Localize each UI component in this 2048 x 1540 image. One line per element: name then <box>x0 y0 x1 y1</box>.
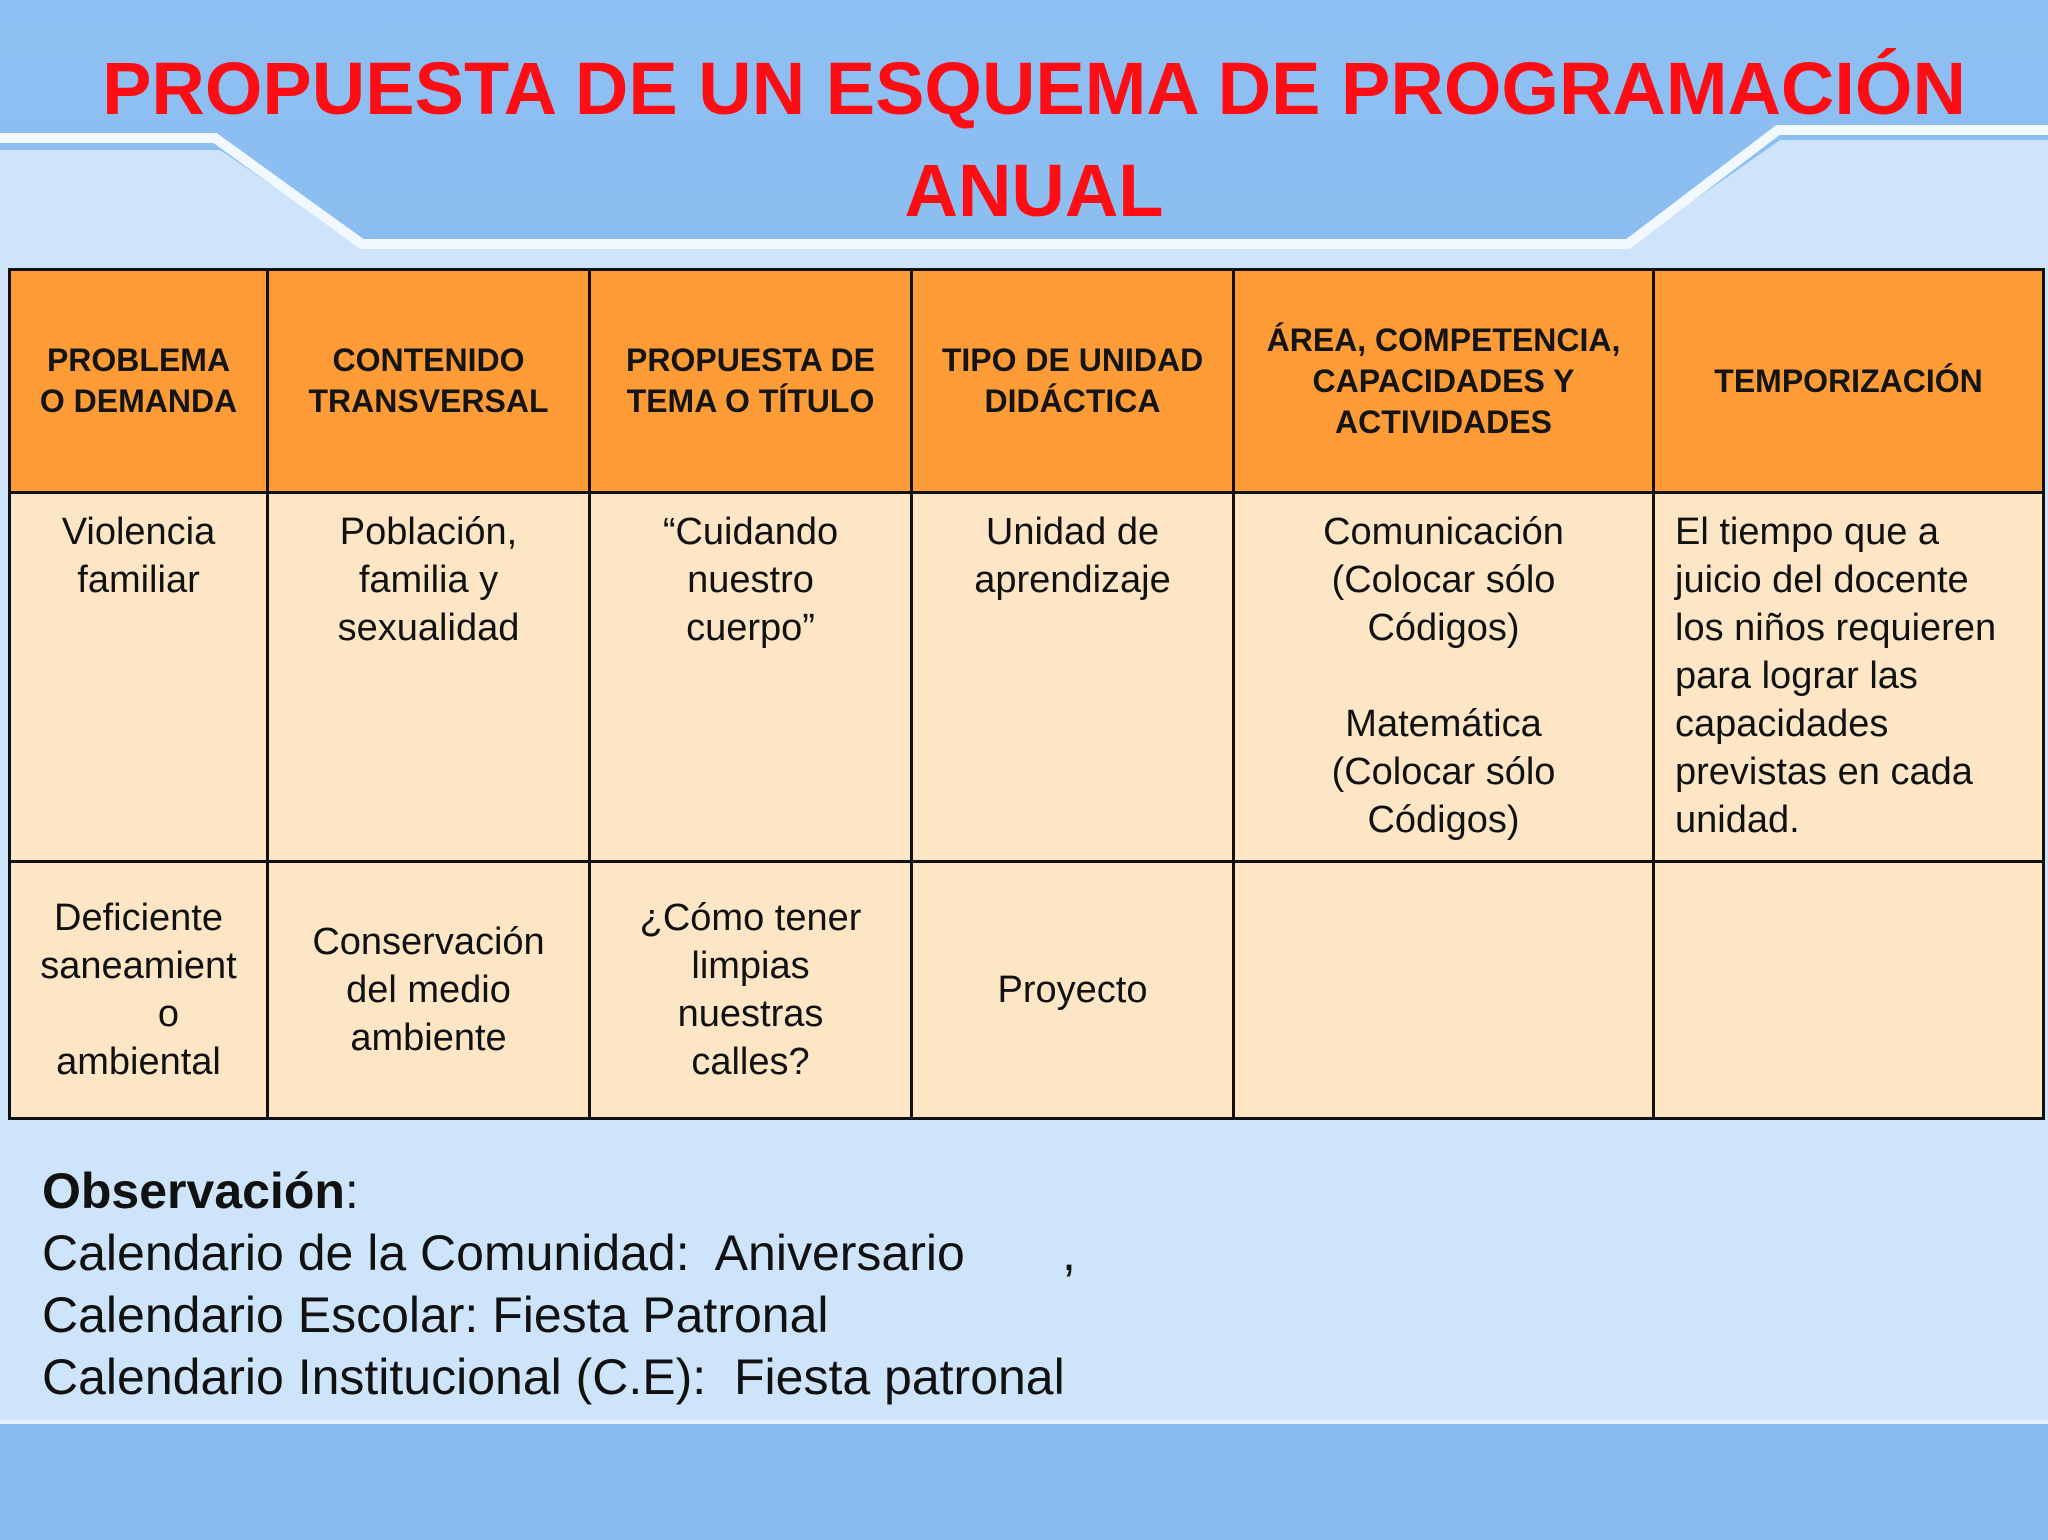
cell-line: ¿Cómo tener <box>639 897 862 939</box>
header-contenido <box>268 270 590 493</box>
cell-spacer <box>1247 652 1640 700</box>
programming-table <box>8 268 2045 1120</box>
header-line: TEMA O TÍTULO <box>626 383 875 419</box>
cell-line: saneamient <box>40 945 237 987</box>
header-line: PROBLEMA <box>46 342 231 378</box>
header-area <box>1234 270 1654 493</box>
cell-line: familiar <box>77 559 200 601</box>
header-line: PROPUESTA DE <box>626 342 875 378</box>
cell-problema <box>10 862 268 1119</box>
observation-block <box>42 1160 1842 1408</box>
cell-line: cuerpo” <box>686 607 815 649</box>
cell-line: Códigos) <box>1367 607 1520 649</box>
cell-line: aprendizaje <box>974 559 1171 601</box>
cell-line: los niños requieren <box>1675 607 1997 649</box>
cell-line: Comunicación <box>1323 511 1564 553</box>
header-temporizacion <box>1654 270 2044 493</box>
cell-line: Unidad de <box>985 511 1160 553</box>
cell-line: Población, <box>339 511 518 553</box>
cell-line: Violencia <box>61 511 216 553</box>
header-line: TRANSVERSAL <box>308 383 549 419</box>
cell-line: ambiental <box>56 1041 221 1083</box>
page-title <box>40 38 2028 242</box>
cell-line: juicio del docente <box>1675 559 1969 601</box>
cell-line: (Colocar sólo <box>1331 751 1556 793</box>
cell-line: o <box>157 993 180 1035</box>
header-line: CONTENIDO <box>332 342 525 378</box>
header-line: TIPO DE UNIDAD <box>941 342 1204 378</box>
community-calendar-label: Calendario de la Comunidad: <box>42 1225 690 1281</box>
cell-line: Deficiente <box>54 897 223 939</box>
header-line: CAPACIDADES Y <box>1312 362 1575 399</box>
cell-line: previstas en cada <box>1675 751 1973 793</box>
cell-problema <box>10 493 268 862</box>
school-calendar-text: Calendario Escolar: Fiesta Patronal <box>42 1287 829 1343</box>
table-row <box>10 493 2044 862</box>
cell-line: El tiempo que a <box>1675 511 1940 553</box>
title-line-1: PROPUESTA DE UN ESQUEMA DE PROGRAMACIÓN <box>102 47 1966 130</box>
header-line: ACTIVIDADES <box>1335 403 1552 440</box>
cell-line: nuestro <box>687 559 814 601</box>
cell-area <box>1234 862 1654 1119</box>
header-line: TEMPORIZACIÓN <box>1714 362 1983 399</box>
observation-school-calendar <box>42 1284 1842 1346</box>
cell-line: unidad. <box>1675 799 1800 841</box>
institutional-calendar-label: Calendario Institucional (C.E): <box>42 1349 707 1405</box>
header-line: DIDÁCTICA <box>984 383 1161 419</box>
cell-line: ambiente <box>350 1017 507 1059</box>
cell-line: para lograr las <box>1675 655 1918 697</box>
cell-line: capacidades <box>1675 703 1889 745</box>
table-header-row <box>10 270 2044 493</box>
cell-line: del medio <box>346 969 511 1011</box>
observation-community-calendar <box>42 1222 1842 1284</box>
cell-line: “Cuidando <box>662 511 839 553</box>
cell-temporizacion <box>1654 862 2044 1119</box>
cell-tema <box>590 862 912 1119</box>
cell-contenido <box>268 862 590 1119</box>
cell-line: Conservación <box>312 921 545 963</box>
cell-temporizacion <box>1654 493 2044 862</box>
cell-line: familia y <box>358 559 499 601</box>
cell-line: nuestras <box>677 993 824 1035</box>
background-bottom-band <box>0 1420 2048 1540</box>
cell-contenido <box>268 493 590 862</box>
cell-tipo <box>912 493 1234 862</box>
cell-line: Proyecto <box>997 969 1148 1011</box>
header-tema <box>590 270 912 493</box>
table-row <box>10 862 2044 1119</box>
observation-label: Observación <box>42 1163 345 1219</box>
header-line: O DEMANDA <box>39 383 238 419</box>
cell-area <box>1234 493 1654 862</box>
header-line: ÁREA, COMPETENCIA, <box>1266 321 1621 358</box>
cell-line: sexualidad <box>337 607 520 649</box>
cell-line: Matemática <box>1345 703 1542 745</box>
community-calendar-value: Aniversario , <box>714 1225 1076 1281</box>
cell-line: Códigos) <box>1367 799 1520 841</box>
title-line-2: ANUAL <box>904 149 1164 232</box>
observation-colon: : <box>344 1163 359 1219</box>
header-problema <box>10 270 268 493</box>
cell-line: limpias <box>691 945 810 987</box>
header-tipo <box>912 270 1234 493</box>
cell-tema <box>590 493 912 862</box>
institutional-calendar-value: Fiesta patronal <box>733 1349 1065 1405</box>
observation-heading <box>42 1160 1842 1222</box>
observation-institutional-calendar <box>42 1346 1842 1408</box>
cell-line: (Colocar sólo <box>1331 559 1556 601</box>
cell-tipo <box>912 862 1234 1119</box>
cell-line: calles? <box>691 1041 810 1083</box>
